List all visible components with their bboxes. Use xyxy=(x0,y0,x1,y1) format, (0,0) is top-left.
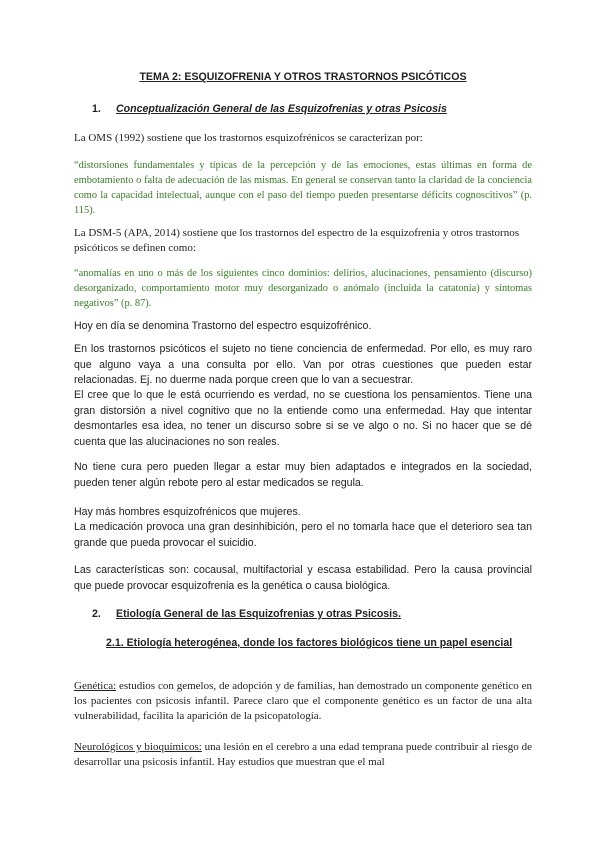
paragraph-2: En los trastornos psicóticos el sujeto no tiene conciencia de enfermedad. Por ello, es muy raro que alguno vaya a una consulta por ello. Van por otras cuestiones que pueden estar relacionadas. Ej. no duerme nada porque creen que lo van a secuestrar. xyxy=(74,343,532,386)
section-2-heading xyxy=(92,608,532,620)
genetica-label: Genética: xyxy=(74,680,117,692)
neuro-text: una lesión en el cerebro a una edad temprana puede contribuir al riesgo de desarrollar una psicosis infantil. Hay estudios que muestran que el mal xyxy=(74,741,532,768)
section-1-heading-text: Conceptualización General de las Esquizofrenias y otras Psicosis xyxy=(116,103,447,115)
genetica-paragraph xyxy=(74,679,532,724)
oms-quote: “distorsiones fundamentales y típicas de la percepción y de las emociones, estas últimas en forma de embotamiento o falta de adecuación de las mismas. En general se conservan tanto la claridad de la conciencia como la capacidad intelectual, aunque con el paso del tiempo pueden presentarse déficits cognoscitivos” (p. 115). xyxy=(74,160,532,216)
oms-intro: La OMS (1992) sostiene que los trastornos esquizofrénicos se caracterizan por: xyxy=(74,132,423,144)
dsm-intro: La DSM-5 (APA, 2014) sostiene que los trastornos del espectro de la esquizofrenia y otros trastornos psicóticos se definen como: xyxy=(74,227,520,254)
paragraph-3: El cree que lo que le está ocurriendo es verdad, no se cuestiona los pensamientos. Tiene una gran distorsión a nivel cognitivo que no la entiende como una enfermedad. Hay que intentar desmontarles esa idea, no tener un discurso sobre si se ve algo o no. Si no hacer que se dé cuenta que las alucinaciones no son reales. xyxy=(74,389,532,448)
neuro-paragraph xyxy=(74,740,532,770)
neuro-label: Neurológicos y bioquímicos: xyxy=(74,741,202,753)
section-1-heading xyxy=(92,103,532,115)
page-title: TEMA 2: ESQUIZOFRENIA Y OTROS TRASTORNOS PSICÓTICOS xyxy=(139,71,467,83)
section-2-1-heading: 2.1. Etiología heterogénea, donde los factores biológicos tiene un papel esencial xyxy=(106,637,513,649)
paragraph-4: No tiene cura pero pueden llegar a estar muy bien adaptados e integrados en la sociedad, pueden tener algún rebote pero al estar medicados se regula. xyxy=(74,461,532,489)
paragraph-1: Hoy en día se denomina Trastorno del espectro esquizofrénico. xyxy=(74,320,372,332)
dsm-quote: “anomalías en uno o más de los siguientes cinco dominios: delirios, alucinaciones, pensamiento (discurso) desorganizado, comportamiento motor muy desorganizado o anómalo (incluida la catatonía) y síntomas negativos” (p. 87). xyxy=(74,268,532,309)
paragraph-7: Las características son: cocausal, multifactorial y escasa estabilidad. Pero la causa provincial que puede provocar esquizofrenia es la genética o causa biológica. xyxy=(74,564,532,592)
section-2-heading-text: Etiología General de las Esquizofrenias y otras Psicosis. xyxy=(116,608,401,620)
paragraph-5: Hay más hombres esquizofrénicos que mujeres. xyxy=(74,506,301,518)
section-2-number: 2. xyxy=(92,608,101,620)
paragraph-6: La medicación provoca una gran desinhibición, pero el no tomarla hace que el deterioro sea tan grande que pueda provocar el suicidio. xyxy=(74,521,532,549)
section-1-number: 1. xyxy=(92,103,101,115)
genetica-text: estudios con gemelos, de adopción y de familias, han demostrado un componente genético en los pacientes con psicosis infantil. Parece claro que el componente genético es un factor de una alta vulnerabilidad, facilita la aparición de la psicopatología. xyxy=(74,680,532,722)
